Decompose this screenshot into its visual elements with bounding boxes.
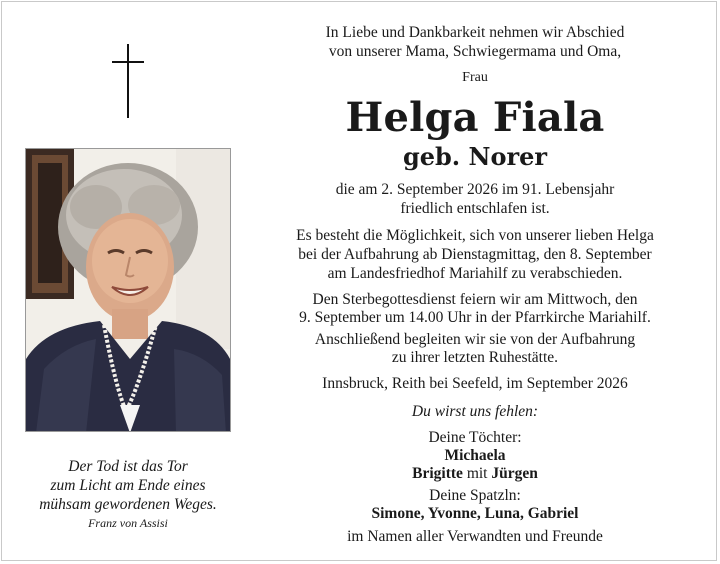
daughter-1: Michaela: [444, 447, 506, 464]
portrait-photo: [25, 148, 231, 432]
farewell-text: Du wirst uns fehlen:: [411, 403, 539, 420]
daughter-2-partner: Jürgen: [491, 465, 538, 482]
quote-line-3: mühsam gewordenen Weges.: [39, 496, 217, 513]
intro-line-1: In Liebe und Dankbarkeit nehmen wir Abschied: [325, 24, 625, 41]
quote-line-1: Der Tod ist das Tor: [68, 458, 188, 475]
death-line-1: die am 2. September 2026 im 91. Lebensjahr: [335, 181, 615, 198]
viewing-line-2: bei der Aufbahrung ab Dienstagmittag, den 8. September: [298, 246, 652, 263]
intro-line-2: von unserer Mama, Schwiegermama und Oma,: [328, 43, 622, 60]
deceased-name: Helga Fiala: [345, 94, 605, 141]
mass-line-2: 9. September um 14.00 Uhr in der Pfarrkirche Mariahilf.: [299, 309, 651, 326]
burial-line-2: zu ihrer letzten Ruhestätte.: [391, 349, 559, 366]
death-line-2: friedlich entschlafen ist.: [400, 200, 550, 217]
maiden-name: geb. Norer: [402, 142, 548, 171]
quote-line-2: zum Licht am Ende eines: [50, 477, 206, 494]
closing-line: im Namen aller Verwandten und Freunde: [347, 528, 603, 545]
viewing-line-1: Es besteht die Möglichkeit, sich von unserer lieben Helga: [296, 227, 654, 244]
quote-author: Franz von Assisi: [88, 516, 168, 530]
grandchildren-names: Simone, Yvonne, Luna, Gabriel: [371, 505, 579, 522]
quote-text: [20, 457, 236, 514]
mass-line-1: Den Sterbegottesdienst feiern wir am Mittwoch, den: [312, 291, 638, 308]
grandchildren-label: Deine Spatzln:: [429, 487, 521, 504]
daughters-label: Deine Töchter:: [428, 429, 522, 446]
burial-line-1: Anschließend begleiten wir sie von der Aufbahrung: [314, 331, 636, 348]
daughter-2-line: [250, 464, 700, 483]
daughter-2: Brigitte: [412, 465, 463, 482]
viewing-line-3: am Landesfriedhof Mariahilf zu verabschieden.: [327, 265, 623, 282]
salutation: Frau: [462, 70, 488, 85]
connector-word: mit: [466, 465, 488, 482]
place-date: Innsbruck, Reith bei Seefeld, im September 2026: [322, 375, 628, 392]
cross-icon: [112, 44, 144, 118]
